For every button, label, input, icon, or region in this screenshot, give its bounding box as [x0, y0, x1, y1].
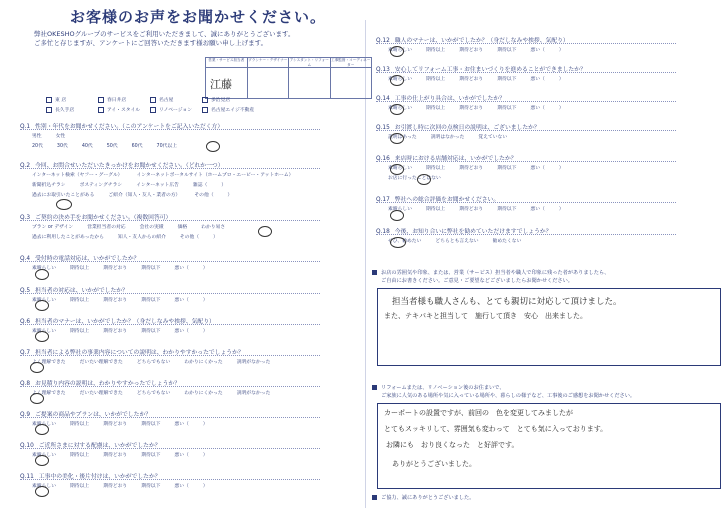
question-number: Q.12 — [376, 38, 390, 44]
question-label: お見積り内容の説明は、わかりやすかったでしょうか？ — [35, 381, 181, 387]
comment1-heading — [372, 269, 609, 276]
branch-checkbox[interactable]: 名古屋 — [150, 96, 202, 103]
question-number: Q.4 — [20, 256, 31, 262]
answer-options — [32, 264, 222, 271]
answer-option[interactable]: 期待以下 — [141, 266, 161, 271]
answer-option[interactable]: その他（ — [179, 235, 200, 240]
answer-option[interactable]: わかりにくかった — [184, 391, 223, 396]
branch-checkbox[interactable]: 春日井店 — [98, 96, 150, 103]
answer-option[interactable]: 価格 — [177, 225, 188, 230]
comment2-line-1: カーポートの設置ですが、前回の 色を変更してみましたが — [384, 409, 573, 417]
footer-note — [372, 494, 474, 501]
answer-option[interactable]: ） — [202, 484, 208, 489]
answer-option[interactable]: ぜひ、勧めたい — [388, 239, 422, 244]
answer-option[interactable]: 悪い（ — [174, 329, 189, 334]
answer-option[interactable]: 期待以上 — [426, 77, 446, 82]
answer-option[interactable]: 60代 — [131, 144, 143, 149]
question-underline — [20, 386, 320, 387]
answer-option[interactable]: 勧めたくない — [492, 239, 522, 244]
page-title: お客様のお声をお聞かせください。 — [70, 8, 327, 26]
question-number: Q.11 — [20, 474, 34, 480]
branch-checkbox[interactable]: 多治見店 — [202, 96, 254, 103]
answer-option[interactable]: 雑誌（ — [192, 183, 208, 188]
answer-circle-mark — [390, 46, 404, 57]
answer-option[interactable]: インターネット検索（ヤフー・グーグル） — [32, 173, 123, 178]
question-underline — [20, 261, 320, 262]
answer-option[interactable]: 説明がなかった — [236, 391, 271, 396]
question-label: 工事の仕上がり具合は、いかがでしたか？ — [394, 96, 505, 102]
answer-option[interactable]: 素晴らしい — [32, 266, 56, 271]
answer-option[interactable]: プラン or デザイン — [32, 225, 74, 230]
answer-option[interactable]: 40代 — [81, 144, 93, 149]
answer-option[interactable]: 素晴らしい — [388, 48, 412, 53]
answer-option[interactable]: ） — [558, 48, 564, 53]
question-label: お引渡し時に次回の点検日の説明は、ございましたか？ — [394, 125, 540, 131]
question-number: Q.5 — [20, 288, 31, 294]
answer-option[interactable]: 期待以上 — [70, 453, 90, 458]
answer-option[interactable]: 期待以上 — [70, 266, 90, 271]
answer-option[interactable]: 期待以上 — [426, 48, 446, 53]
answer-option[interactable]: ご紹介（知人・友人・業者の方） — [108, 193, 181, 198]
answer-option[interactable]: 期待どおり — [459, 77, 484, 82]
answer-options — [32, 420, 222, 427]
answer-option[interactable]: ） — [558, 207, 564, 212]
answer-option[interactable]: 悪い（ — [530, 77, 545, 82]
answer-option[interactable]: どちらでもない — [136, 360, 171, 365]
answer-option[interactable]: 70代以上 — [156, 144, 178, 149]
answer-option[interactable]: 過去に利用したことがあったから — [32, 235, 104, 240]
answer-circle-mark — [35, 424, 49, 435]
answer-options — [32, 191, 246, 198]
branch-checkbox[interactable]: アイ・スタイル — [98, 106, 150, 113]
answer-option[interactable]: 期待以下 — [141, 422, 161, 427]
answer-option[interactable]: 期待以下 — [497, 207, 517, 212]
answer-option[interactable]: 悪い（ — [530, 48, 545, 53]
answer-option[interactable]: お店に行ったことはない — [388, 176, 441, 181]
answer-option[interactable]: だいたい理解できた — [79, 360, 123, 365]
question-number: Q.16 — [376, 156, 390, 162]
answer-option[interactable]: 素晴らしい — [32, 298, 56, 303]
answer-option[interactable]: 営業担当者の対応 — [87, 225, 126, 230]
answer-option[interactable]: ） — [202, 422, 208, 427]
question-number: Q.3 — [20, 215, 31, 221]
answer-option[interactable]: 覚えていない — [478, 135, 508, 140]
question-label: 今後、お知り合いに弊社を勧めていただけますでしょうか？ — [394, 229, 552, 235]
comment-box-1[interactable] — [377, 288, 721, 366]
answer-option[interactable]: 素晴らしい — [388, 207, 412, 212]
answer-option[interactable]: 期待以下 — [141, 484, 161, 489]
answer-option[interactable]: 期待以下 — [141, 329, 161, 334]
answer-option[interactable]: 悪い（ — [174, 484, 189, 489]
question-underline — [20, 355, 320, 356]
branch-checkbox[interactable]: 東 店 — [46, 96, 98, 103]
question-label: 担当者の対応は、いかがでしたか？ — [35, 288, 128, 294]
answer-options — [32, 181, 240, 188]
question-label: 担当者による弊社の事業内容についての説明は、わかりやすかったでしょうか？ — [35, 350, 244, 356]
answer-option[interactable]: インターネット広告 — [136, 183, 179, 188]
question-label: 受付時の電話対応は、いかがでしたか？ — [35, 256, 140, 262]
answer-circle-mark — [390, 104, 404, 115]
answer-option[interactable]: だいたい理解できた — [79, 391, 123, 396]
question-number: Q.7 — [20, 350, 31, 356]
question-number: Q.8 — [20, 381, 31, 387]
question-label: ご近所さまに対する配慮は、いかがでしたか？ — [38, 443, 161, 449]
question-number: Q.13 — [376, 67, 390, 73]
question-number: Q.15 — [376, 125, 390, 131]
answer-option[interactable]: わかり易さ — [201, 225, 226, 230]
answer-option[interactable]: 期待どおり — [459, 106, 484, 111]
answer-option[interactable]: どちらとも言えない — [435, 239, 479, 244]
answer-option[interactable]: ） — [202, 453, 208, 458]
branch-checkbox[interactable]: 名古屋エイジ不動産 — [202, 106, 254, 113]
comment1-heading-2: ご自由にお書きください。ご意見・ご要望などございましたらお聞かせください。 — [381, 278, 573, 284]
question-label: 職人のマナーは、いかがでしたか？（身だしなみや挨拶、気配り） — [394, 38, 569, 44]
answer-options — [388, 237, 535, 244]
answer-option[interactable]: 期待以下 — [497, 106, 517, 111]
answer-options — [388, 46, 578, 53]
question-label: 安心してリフォーム工事・お住まいづくりを進めることができましたか？ — [394, 67, 586, 73]
comment2-heading-line1: リフォームまたは、リノベーション後のお住まいで、 — [381, 385, 505, 391]
answer-option[interactable]: 期待以上 — [426, 207, 446, 212]
answer-option[interactable]: 説明はなかった — [430, 135, 465, 140]
answer-option[interactable]: 期待どおり — [459, 166, 484, 171]
comment2-line-2: とてもスッキリして、雰囲気も変わって とても気に入っております。 — [384, 425, 608, 433]
answer-option[interactable]: 期待どおり — [103, 298, 128, 303]
question-number: Q.17 — [376, 197, 390, 203]
answer-circle-mark — [390, 210, 404, 221]
answer-option[interactable]: 悪い（ — [174, 266, 189, 271]
answer-option[interactable]: ） — [202, 329, 208, 334]
answer-circle-mark — [417, 174, 431, 185]
answer-option[interactable]: 期待どおり — [103, 329, 128, 334]
answer-circle-mark — [35, 269, 49, 280]
comment1-line-1: 担当者様も職人さんも、とても親切に対応して頂けました。 — [392, 297, 622, 307]
question-label: 来店時における店舗対応は、いかがでしたか？ — [394, 156, 517, 162]
staff-header-supervisor: 工事監督・コーディネーター — [331, 58, 371, 67]
comment1-line-2: また、テキパキと担当して 施行して頂き 安心 出来ました。 — [384, 312, 587, 320]
question-underline — [376, 234, 676, 235]
answer-options — [32, 171, 307, 178]
answer-option[interactable]: 期待以下 — [497, 166, 517, 171]
answer-option[interactable]: ） — [558, 77, 564, 82]
answer-option[interactable]: 素晴らしい — [32, 453, 56, 458]
question-underline — [376, 101, 676, 102]
answer-option[interactable]: 期待どおり — [459, 48, 484, 53]
question-number: Q.6 — [20, 319, 31, 325]
answer-option[interactable]: 期待どおり — [103, 484, 128, 489]
comment2-line-4: ありがとうございました。 — [392, 460, 476, 468]
comment2-heading — [372, 384, 505, 391]
answer-options — [388, 104, 578, 111]
intro-line-1: 弊社OKESHOグループのサービスをご利用いただきまして、誠にありがとうございます。 — [34, 30, 295, 38]
question-label: ご提案の商品やプランは、いかがでしたか？ — [35, 412, 152, 418]
answer-option[interactable]: 期待以下 — [141, 453, 161, 458]
answer-option[interactable]: 悪い（ — [174, 298, 189, 303]
answer-option[interactable]: その他（ — [194, 193, 214, 198]
answer-option[interactable]: 50代 — [106, 144, 118, 149]
question-underline — [376, 202, 676, 203]
answer-options — [32, 482, 222, 489]
answer-circle-mark — [390, 75, 404, 86]
answer-option[interactable]: 期待以上 — [426, 106, 446, 111]
question-underline — [20, 417, 320, 418]
answer-option[interactable]: 知人・友人からの紹介 — [117, 235, 166, 240]
question-label: ご契約の決め手をお聞かせください。（複数回答可） — [35, 215, 172, 221]
answer-option[interactable]: 悪い（ — [174, 453, 189, 458]
staff-header-sales: 営業・サービス担当者 — [206, 58, 247, 68]
answer-circle-mark — [56, 199, 72, 210]
answer-option[interactable]: ） — [202, 298, 208, 303]
answer-option[interactable]: 素晴らしい — [388, 77, 412, 82]
question-number: Q.1 — [20, 124, 31, 130]
answer-option[interactable]: 期待以下 — [497, 48, 517, 53]
answer-option[interactable]: 期待以上 — [70, 422, 90, 427]
answer-option[interactable]: 期待以下 — [497, 77, 517, 82]
answer-option[interactable]: 20代 — [32, 144, 43, 149]
question-underline — [376, 43, 676, 44]
answer-option[interactable]: ） — [558, 166, 564, 171]
answer-circle-mark — [390, 133, 404, 144]
answer-circle-mark — [35, 486, 49, 497]
comment-box-2[interactable] — [377, 403, 721, 489]
question-label: 弊社への総合評価をお聞かせください。 — [394, 197, 500, 203]
comment2-line-3: お隣にも おり良くなった と好評です。 — [386, 441, 519, 449]
staff-header-assistant: アシスタント・リフォーム — [289, 58, 329, 67]
question-underline — [20, 129, 320, 130]
answer-options — [32, 132, 79, 139]
answer-circle-mark — [258, 226, 272, 237]
branch-checkbox[interactable]: リノベージョン — [150, 106, 202, 113]
answer-option[interactable]: 期待どおり — [103, 422, 128, 427]
answer-options — [32, 451, 222, 458]
square-bullet-icon — [372, 270, 377, 275]
answer-options — [32, 233, 232, 240]
question-number: Q.2 — [20, 163, 31, 169]
answer-options — [32, 296, 222, 303]
question-underline — [20, 220, 320, 221]
question-underline — [376, 72, 676, 73]
answer-option[interactable]: 説明がなかった — [236, 360, 271, 365]
comment1-heading-line1: お店の雰囲気や印象、または、営業（サービス）担当者や職人で印象に残った者がありましたら、 — [381, 270, 610, 276]
answer-option[interactable]: 素晴らしい — [32, 422, 56, 427]
answer-option[interactable]: ポスティングチラシ — [79, 183, 123, 188]
question-underline — [376, 130, 676, 131]
question-underline — [20, 448, 320, 449]
question-underline — [20, 168, 320, 169]
answer-circle-mark — [30, 393, 44, 404]
answer-option[interactable]: 期待どおり — [459, 207, 484, 212]
answer-circle-mark — [390, 164, 404, 175]
answer-options — [388, 133, 521, 140]
answer-option[interactable]: 新聞折込チラシ — [32, 183, 66, 188]
answer-circle-mark — [390, 237, 406, 248]
branch-checkbox[interactable]: 長久手店 — [46, 106, 98, 113]
answer-options — [32, 142, 191, 149]
answer-option[interactable]: 悪い（ — [174, 422, 189, 427]
answer-option[interactable]: 期待どおり — [103, 453, 128, 458]
square-bullet-icon — [372, 385, 377, 390]
answer-option[interactable]: 過去にお取引いたことがある — [32, 193, 95, 198]
answer-option[interactable]: 悪い（ — [530, 166, 545, 171]
answer-options — [388, 205, 578, 212]
answer-option[interactable]: 期待以上 — [70, 298, 90, 303]
answer-options — [388, 164, 578, 171]
answer-option[interactable]: わかりにくかった — [184, 360, 223, 365]
comment2-heading-2: ご家族に人気のある場所や気に入っている場所や、暮らしの様子など、工事後のご感想をお聞かせください。 — [381, 393, 636, 399]
answer-option[interactable]: ） — [221, 183, 227, 188]
answer-option[interactable]: 素晴らしい — [32, 329, 56, 334]
answer-option[interactable]: インターネットポータルサイト（ホームプロ・エーピー・アットホーム） — [136, 173, 294, 178]
answer-option[interactable]: 説明はあった — [388, 135, 417, 140]
answer-options — [32, 389, 284, 396]
answer-option[interactable]: 期待以上 — [70, 484, 90, 489]
question-number: Q.10 — [20, 443, 34, 449]
intro-line-2: ご多忙と存じますが、アンケートにご回答いただきます様お願い申し上げます。 — [34, 39, 268, 47]
intro-text — [34, 30, 294, 48]
question-label: 性別・年代をお聞かせください。（このアンケートをご記入いただく方） — [35, 124, 224, 130]
answer-circle-mark — [35, 300, 49, 311]
answer-circle-mark — [30, 362, 44, 373]
question-label: 工事中の美化・後片付けは、いかがでしたか？ — [38, 474, 161, 480]
answer-option[interactable]: 素晴らしい — [32, 484, 56, 489]
question-label: 担当者のマナーは、いかがでしたか？（身だしなみや挨拶、気配り） — [35, 319, 215, 325]
answer-option[interactable]: ） — [558, 106, 564, 111]
question-number: Q.14 — [376, 96, 390, 102]
answer-option[interactable]: 男性 — [32, 134, 42, 139]
answer-option[interactable]: 期待どおり — [103, 266, 128, 271]
answer-option[interactable]: よく理解できた — [32, 360, 66, 365]
question-underline — [376, 161, 676, 162]
branch-checkboxes — [46, 96, 254, 113]
answer-circle-mark — [35, 331, 49, 342]
answer-options — [32, 327, 222, 334]
answer-option[interactable]: よく理解できた — [32, 391, 66, 396]
answer-circle-mark — [35, 455, 49, 466]
answer-option[interactable]: 悪い（ — [530, 106, 545, 111]
question-label: 今回、お問合せいただいたきっかけをお聞かせください。（どれか一つ） — [35, 163, 224, 169]
answer-option[interactable]: 女性 — [55, 134, 66, 139]
answer-options — [32, 223, 239, 230]
answer-option[interactable]: どちらでもない — [136, 391, 171, 396]
answer-option[interactable]: 30代 — [56, 144, 68, 149]
question-number: Q.18 — [376, 229, 390, 235]
answer-option[interactable]: 会社の実績 — [139, 225, 164, 230]
answer-option[interactable]: ） — [213, 235, 218, 240]
answer-circle-mark — [206, 141, 220, 152]
staff-handwritten-name: 江藤 — [210, 78, 232, 91]
question-underline — [20, 479, 320, 480]
question-underline — [20, 324, 320, 325]
question-number: Q.9 — [20, 412, 31, 418]
answer-option[interactable]: 素晴らしい — [388, 106, 412, 111]
answer-options — [388, 75, 578, 82]
answer-option[interactable]: 素晴らしい — [388, 166, 412, 171]
answer-option[interactable]: 悪い（ — [530, 207, 545, 212]
answer-option[interactable]: 期待以上 — [70, 329, 90, 334]
answer-option[interactable]: ） — [202, 266, 208, 271]
answer-options — [32, 358, 284, 365]
square-bullet-icon — [372, 495, 377, 500]
footer-text: ご協力、誠にありがとうございました。 — [381, 495, 475, 501]
answer-option[interactable]: 期待以上 — [426, 166, 446, 171]
answer-option[interactable]: 期待以下 — [141, 298, 161, 303]
answer-option[interactable]: ） — [227, 193, 233, 198]
staff-header-planner: プランナー・デザイナー — [248, 58, 289, 68]
question-underline — [20, 293, 320, 294]
